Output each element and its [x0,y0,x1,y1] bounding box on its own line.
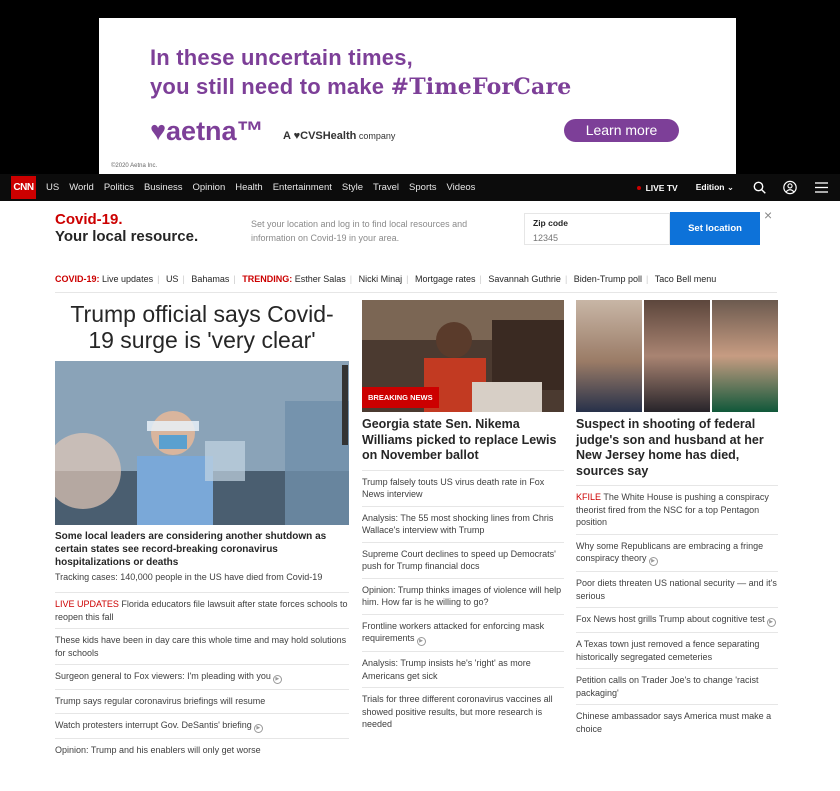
nav-item-style[interactable]: Style [341,182,363,193]
trending-label: TRENDING: [242,274,293,284]
list-item-text: Fox News host grills Trump about cognitive test [576,614,765,624]
nav-item-politics[interactable]: Politics [103,182,134,193]
lead-photo[interactable] [55,361,349,525]
nav-item-health[interactable]: Health [235,182,263,193]
set-location-button[interactable]: Set location [670,212,760,245]
list-item-text: Florida educators file lawsuit after state forces schools to reopen this fall [55,599,348,622]
list-item[interactable] [576,485,778,534]
trend-us[interactable]: US [165,274,179,284]
nav-item-travel[interactable]: Travel [373,182,400,193]
list-item[interactable]: Analysis: Trump insists he's 'right' as more Americans get sick [362,651,564,687]
play-icon: ▶ [273,675,282,684]
list-item[interactable]: Trump falsely touts US virus death rate in Fox News interview [362,470,564,506]
play-icon: ▶ [254,724,263,733]
search-icon[interactable] [752,181,766,195]
ad-hashtag: #TimeForCare [390,74,572,100]
list-item[interactable]: Opinion: Trump and his enablers will only get worse [55,738,349,762]
lead-caption[interactable]: Some local leaders are considering another shutdown as certain states see record-breaking coronavirus hospitalizations or deaths [55,531,327,568]
aetna-ad[interactable] [99,18,736,174]
list-item[interactable]: Analysis: The 55 most shocking lines from Chris Wallace's interview with Trump [362,506,564,542]
ad-headline-1: In these uncertain times, [150,45,413,70]
zip-code-label: Zip code [533,218,568,228]
zip-code-box[interactable] [524,213,670,245]
covid-banner [0,201,840,269]
hamburger-menu-icon[interactable] [814,181,828,195]
list-item[interactable] [576,534,778,572]
ad-company-line [283,130,395,142]
play-icon: ▶ [417,637,426,646]
covid-title: Covid-19. [55,211,123,228]
cvs-health-logo: A ♥CVSHealth [283,130,357,142]
list-item[interactable]: Chinese ambassador says America must make a choice [576,704,778,740]
cnn-logo[interactable]: CNN [11,176,36,199]
list-item-text: The White House is pushing a conspiracy theorist fired from the NSC for a top Pentagon position [576,492,769,527]
live-dot-icon [637,186,641,190]
learn-more-button[interactable]: Learn more [564,119,679,142]
list-item-text: Surgeon general to Fox viewers: I'm pleading with you [55,671,271,681]
list-item[interactable]: These kids have been in day care this whole time and may hold solutions for schools [55,628,349,664]
close-icon[interactable]: × [764,207,773,223]
aetna-logo: ♥aetna™ [150,116,264,146]
trend-biden-trump-poll[interactable]: Biden-Trump poll [573,274,642,284]
list-item[interactable] [55,592,349,628]
covid-subtitle: Your local resource. [55,228,199,245]
play-icon: ▶ [767,618,776,627]
list-item[interactable]: Trials for three different coronavirus vaccines all showed positive results, but more research is needed [362,687,564,736]
account-icon[interactable] [783,181,797,195]
portrait-center [642,300,712,412]
nav-item-entertainment[interactable]: Entertainment [272,182,332,193]
ad-region [0,0,840,174]
lead-headline[interactable]: Trump official says Covid-19 surge is 'very clear' [70,301,334,353]
list-item-text: Why some Republicans are embracing a fringe conspiracy theory [576,540,764,563]
trending-divider [55,292,777,293]
edition-dropdown[interactable]: Edition ⌄ [695,182,734,192]
lead-subcaption[interactable]: Tracking cases: 140,000 people in the US have died from Covid-19 [55,572,323,582]
column-right [576,300,778,740]
list-item-text: Watch protesters interrupt Gov. DeSantis' briefing [55,719,252,730]
list-item[interactable] [576,607,778,632]
list-item[interactable] [55,713,349,738]
portrait-left [576,300,642,412]
nav-item-videos[interactable]: Videos [446,182,476,193]
list-item[interactable]: Supreme Court declines to speed up Democrats' push for Trump financial docs [362,542,564,578]
covid-label: COVID-19: [55,274,100,284]
nav-item-opinion[interactable]: Opinion [192,182,226,193]
trend-mortgage-rates[interactable]: Mortgage rates [414,274,476,284]
list-item[interactable]: Poor diets threaten US national security — and it's serious [576,571,778,607]
play-icon: ▶ [649,557,658,566]
nav-item-us[interactable]: US [46,182,60,193]
live-tv-label: LIVE TV [645,182,678,193]
list-item[interactable]: Opinion: Trump thinks images of violence will help him. How far is he willing to go? [362,578,564,614]
trending-bar: COVID-19: Live updates | US | Bahamas | TRENDING: Esther Salas | Nicki Minaj | Mortgage rates | Savannah Guthrie | Biden-Trump poll | Taco Bell menu [55,274,717,284]
ad-copyright: ©2020 Aetna Inc. [111,163,158,169]
breaking-news-badge: BREAKING NEWS [362,387,439,408]
list-item-text: Frontline workers attacked for enforcing mask requirements [362,620,545,643]
trend-taco-bell-menu[interactable]: Taco Bell menu [654,274,717,284]
ad-company-suffix: company [356,131,396,141]
ad-headline-2 [150,74,571,100]
list-item[interactable] [55,664,349,689]
nav-menu [46,182,485,193]
right-headline[interactable]: Suspect in shooting of federal judge's son and husband at her New Jersey home has died, sources say [576,417,764,478]
nav-right [637,174,840,201]
live-updates-label: LIVE UPDATES [55,599,119,609]
list-item[interactable]: Petition calls on Trader Joe's to change 'racist packaging' [576,668,778,704]
trend-esther-salas[interactable]: Esther Salas [294,274,346,284]
ad-headline-2-prefix: you still need to make [150,74,391,99]
list-item[interactable]: A Texas town just removed a fence separating historically segregated cemeteries [576,632,778,668]
nav-item-business[interactable]: Business [143,182,183,193]
judge-family-photo[interactable] [576,300,778,412]
live-tv-link[interactable] [637,183,678,193]
column-lead [55,300,349,761]
lead-photo-illustration [55,361,349,525]
georgia-senator-photo[interactable] [362,300,564,412]
list-item[interactable]: Trump says regular coronavirus briefings will resume [55,689,349,713]
nav-item-sports[interactable]: Sports [409,182,437,193]
column-middle [362,300,564,736]
trend-nicki-minaj[interactable]: Nicki Minaj [358,274,403,284]
kfile-label: KFILE [576,492,602,502]
middle-headline[interactable]: Georgia state Sen. Nikema Williams picked to replace Lewis on November ballot [362,417,557,462]
top-nav [0,174,840,201]
trend-bahamas[interactable]: Bahamas [191,274,230,284]
covid-description: Set your location and log in to find local resources and information on Covid-19 in your area. [251,219,468,243]
portrait-right [712,300,778,412]
trend-savannah-guthrie[interactable]: Savannah Guthrie [488,274,561,284]
trend-live-updates[interactable]: Live updates [102,274,154,284]
photo-credit-strip [342,365,348,445]
zip-code-input[interactable] [533,233,653,243]
nav-item-world[interactable]: World [69,182,94,193]
list-item[interactable] [362,614,564,652]
